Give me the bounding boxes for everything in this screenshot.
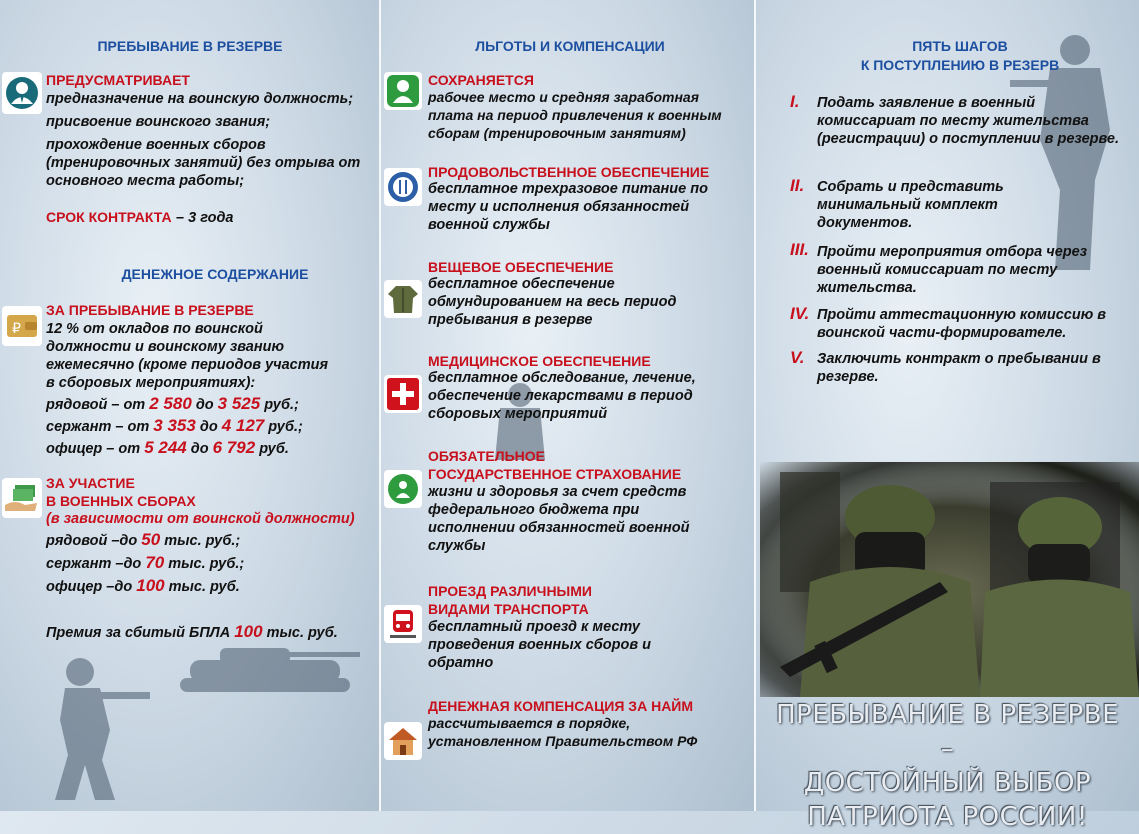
contract-label: СРОК КОНТРАКТА — [46, 209, 172, 225]
provides-title: ПРЕДУСМАТРИВАЕТ — [46, 72, 190, 88]
soldiers-photo — [760, 462, 1139, 697]
benefit-title: ДЕНЕЖНАЯ КОМПЕНСАЦИЯ ЗА НАЙМ — [428, 698, 694, 714]
house-icon — [384, 722, 422, 760]
insurance-icon — [384, 470, 422, 508]
benefit-title: СОХРАНЯЕТСЯ — [428, 72, 534, 88]
step-number: II. — [790, 176, 805, 195]
step-text: Собрать и представить минимальный комплект документов. — [817, 179, 1004, 231]
benefit-text: жизни и здоровья за счет средств федерального бюджета при исполнении обязанностей военной службы — [428, 484, 690, 554]
step-number: IV. — [790, 304, 810, 323]
benefit-title: ВЕЩЕВОЕ ОБЕСПЕЧЕНИЕ — [428, 259, 614, 275]
training-row: сержант –до 70 тыс. руб.; — [46, 553, 245, 572]
money-hand-icon — [2, 478, 42, 518]
reserve-pay-text: 12 % от окладов по воинской должности и воинскому званию ежемесячно (кроме периодов участия в сборовых мероприятиях): — [46, 321, 329, 391]
step-text: Пройти аттестационную комиссию в воинской части-формирователе. — [817, 307, 1107, 341]
provides-item: присвоение воинского звания; — [46, 114, 271, 130]
soldier-silhouette — [40, 650, 150, 800]
train-icon — [384, 605, 422, 643]
step-number: V. — [790, 348, 805, 367]
provides-item: предназначение на воинскую должность; — [46, 91, 354, 107]
training-row: рядовой –до 50 тыс. руб.; — [46, 530, 241, 549]
heading-reserve: ПРЕБЫВАНИЕ В РЕЗЕРВЕ — [97, 38, 283, 54]
heading-money: ДЕНЕЖНОЕ СОДЕРЖАНИЕ — [121, 266, 309, 282]
contract-value: – 3 года — [176, 210, 234, 226]
svg-text:₽: ₽ — [12, 321, 21, 337]
slogan: ПРЕБЫВАНИЕ В РЕЗЕРВЕ – ДОСТОЙНЫЙ ВЫБОР ПАТРИОТА РОССИИ! — [776, 700, 1119, 832]
uniform-icon — [384, 280, 422, 318]
step-number: I. — [790, 92, 800, 111]
reserve-pay-title: ЗА ПРЕБЫВАНИЕ В РЕЗЕРВЕ — [46, 302, 254, 318]
benefit-title: ГОСУДАРСТВЕННОЕ СТРАХОВАНИЕ — [428, 466, 682, 482]
pay-row: сержант – от 3 353 до 4 127 руб.; — [46, 416, 303, 435]
step-text: Пройти мероприятия отбора через военный комиссариат по месту жительства. — [817, 244, 1088, 296]
wallet-icon — [2, 306, 42, 346]
step-text: Подать заявление в военный комиссариат по месту жительства (регистрации) о поступлении в резерве. — [817, 95, 1120, 147]
pay-row: рядовой – от 2 580 до 3 525 руб.; — [46, 394, 299, 413]
benefit-text: рабочее место и средняя заработная плата на период привлечения к военным сборам (тренировочным занятиям) — [428, 89, 722, 141]
medical-cross-icon — [384, 375, 422, 413]
benefit-title: ОБЯЗАТЕЛЬНОЕ — [428, 448, 545, 464]
panel-divider — [754, 0, 756, 811]
benefit-text: бесплатный проезд к месту проведения военных сборов и обратно — [428, 619, 651, 671]
pay-row: офицер – от 5 244 до 6 792 руб. — [46, 438, 289, 457]
training-row: офицер –до 100 тыс. руб. — [46, 576, 240, 595]
training-title: В ВОЕННЫХ СБОРАХ — [46, 493, 196, 509]
panel-divider — [379, 0, 381, 811]
benefit-text: рассчитывается в порядке, установленном Правительством РФ — [428, 715, 698, 749]
step-text: Заключить контракт о пребывании в резерве. — [817, 351, 1101, 385]
benefit-text: бесплатное обеспечение обмундированием на весь период пребывания в резерве — [428, 276, 677, 328]
benefit-title: ВИДАМИ ТРАНСПОРТА — [428, 601, 589, 617]
heading-benefits: ЛЬГОТЫ И КОМПЕНСАЦИИ — [475, 38, 665, 54]
benefit-title: ПРОДОВОЛЬСТВЕННОЕ ОБЕСПЕЧЕНИЕ — [428, 164, 710, 180]
drone-bonus: Премия за сбитый БПЛА 100 тыс. руб. — [46, 622, 338, 641]
person-badge-icon — [2, 72, 42, 114]
benefit-text: бесплатное трехразовое питание по месту и исполнения обязанностей военной службы — [428, 181, 708, 233]
benefit-text: бесплатное обследование, лечение, обеспечение лекарствами в период сборовых мероприятий — [428, 370, 696, 422]
step-number: III. — [790, 240, 809, 259]
person-icon — [384, 72, 422, 110]
heading-steps: ПЯТЬ ШАГОВ К ПОСТУПЛЕНИЮ В РЕЗЕРВ — [860, 38, 1060, 73]
benefit-title: МЕДИЦИНСКОЕ ОБЕСПЕЧЕНИЕ — [428, 353, 651, 369]
training-title: ЗА УЧАСТИЕ — [46, 475, 135, 491]
dining-icon — [384, 168, 422, 206]
benefit-title: ПРОЕЗД РАЗЛИЧНЫМИ — [428, 583, 592, 599]
training-note: (в зависимости от воинской должности) — [46, 511, 355, 527]
provides-item: прохождение военных сборов (тренировочных занятий) без отрыва от основного места работы; — [46, 137, 361, 189]
